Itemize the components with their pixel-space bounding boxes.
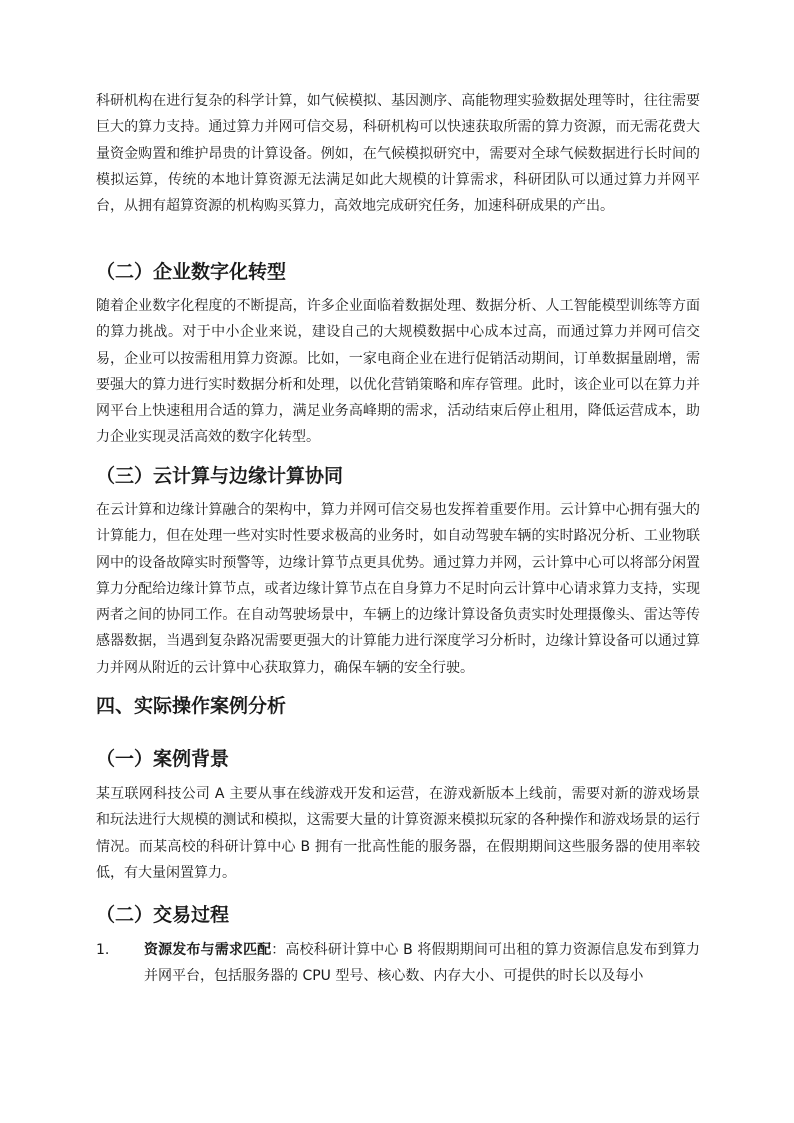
- transaction-steps-list: [96, 937, 700, 990]
- intro-paragraph: 科研机构在进行复杂的科学计算，如气候模拟、基因测序、高能物理实验数据处理等时，往往需要巨大的算力支持。通过算力并网可信交易，科研机构可以快速获取所需的算力资源，而无需花费大量资金购置和维护昂贵的计算设备。例如，在气候模拟研究中，需要对全球气候数据进行长时间的模拟运算，传统的本地计算资源无法满足如此大规模的计算需求，科研团队可以通过算力并网平台，从拥有超算资源的机构购买算力，高效地完成研究任务，加速科研成果的产出。: [96, 93, 700, 215]
- heading-cloud-edge-collaboration: （三）云计算与边缘计算协同: [96, 465, 344, 487]
- paragraph-enterprise-digital-transformation: 随着企业数字化程度的不断提高，许多企业面临着数据处理、数据分析、人工智能模型训练等方面的算力挑战。对于中小企业来说，建设自己的大规模数据中心成本过高，而通过算力并网可信交易，企业可以按需租用算力资源。比如，一家电商企业在进行促销活动期间，订单数据量剧增，需要强大的算力进行实时数据分析和处理，以优化营销策略和库存管理。此时，该企业可以在算力并网平台上快速租用合适的算力，满足业务高峰期的需求，活动结束后停止租用，降低运营成本，助力企业实现灵活高效的数字化转型。: [96, 298, 700, 446]
- list-item-text: ：高校科研计算中心 B 将假期期间可出租的算力资源信息发布到算力并网平台，包括服务器的 CPU 型号、核心数、内存大小、可提供的时长以及每小: [144, 942, 700, 985]
- list-item-title: 资源发布与需求匹配: [144, 942, 272, 958]
- heading-case-background: （一）案例背景: [96, 748, 230, 770]
- list-item: [96, 937, 700, 990]
- heading-case-analysis: 四、实际操作案例分析: [96, 695, 287, 717]
- list-item-number: 1.: [96, 942, 110, 958]
- heading-enterprise-digital-transformation: （二）企业数字化转型: [96, 261, 287, 283]
- paragraph-case-background: 某互联网科技公司 A 主要从事在线游戏开发和运营，在游戏新版本上线前，需要对新的游戏场景和玩法进行大规模的测试和模拟，这需要大量的计算资源来模拟玩家的各种操作和游戏场景的运行情况。而某高校的科研计算中心 B 拥有一批高性能的服务器，在假期期间这些服务器的使用率较低，有大量闲置算力。: [96, 786, 700, 881]
- heading-transaction-process: （二）交易过程: [96, 904, 230, 926]
- paragraph-cloud-edge-collaboration: 在云计算和边缘计算融合的架构中，算力并网可信交易也发挥着重要作用。云计算中心拥有强大的计算能力，但在处理一些对实时性要求极高的业务时，如自动驾驶车辆的实时路况分析、工业物联网中的设备故障实时预警等，边缘计算节点更具优势。通过算力并网，云计算中心可以将部分闲置算力分配给边缘计算节点，或者边缘计算节点在自身算力不足时向云计算中心请求算力支持，实现两者之间的协同工作。在自动驾驶场景中，车辆上的边缘计算设备负责实时处理摄像头、雷达等传感器数据，当遇到复杂路况需要更强大的计算能力进行深度学习分析时，边缘计算设备可以通过算力并网从附近的云计算中心获取算力，确保车辆的安全行驶。: [96, 502, 700, 676]
